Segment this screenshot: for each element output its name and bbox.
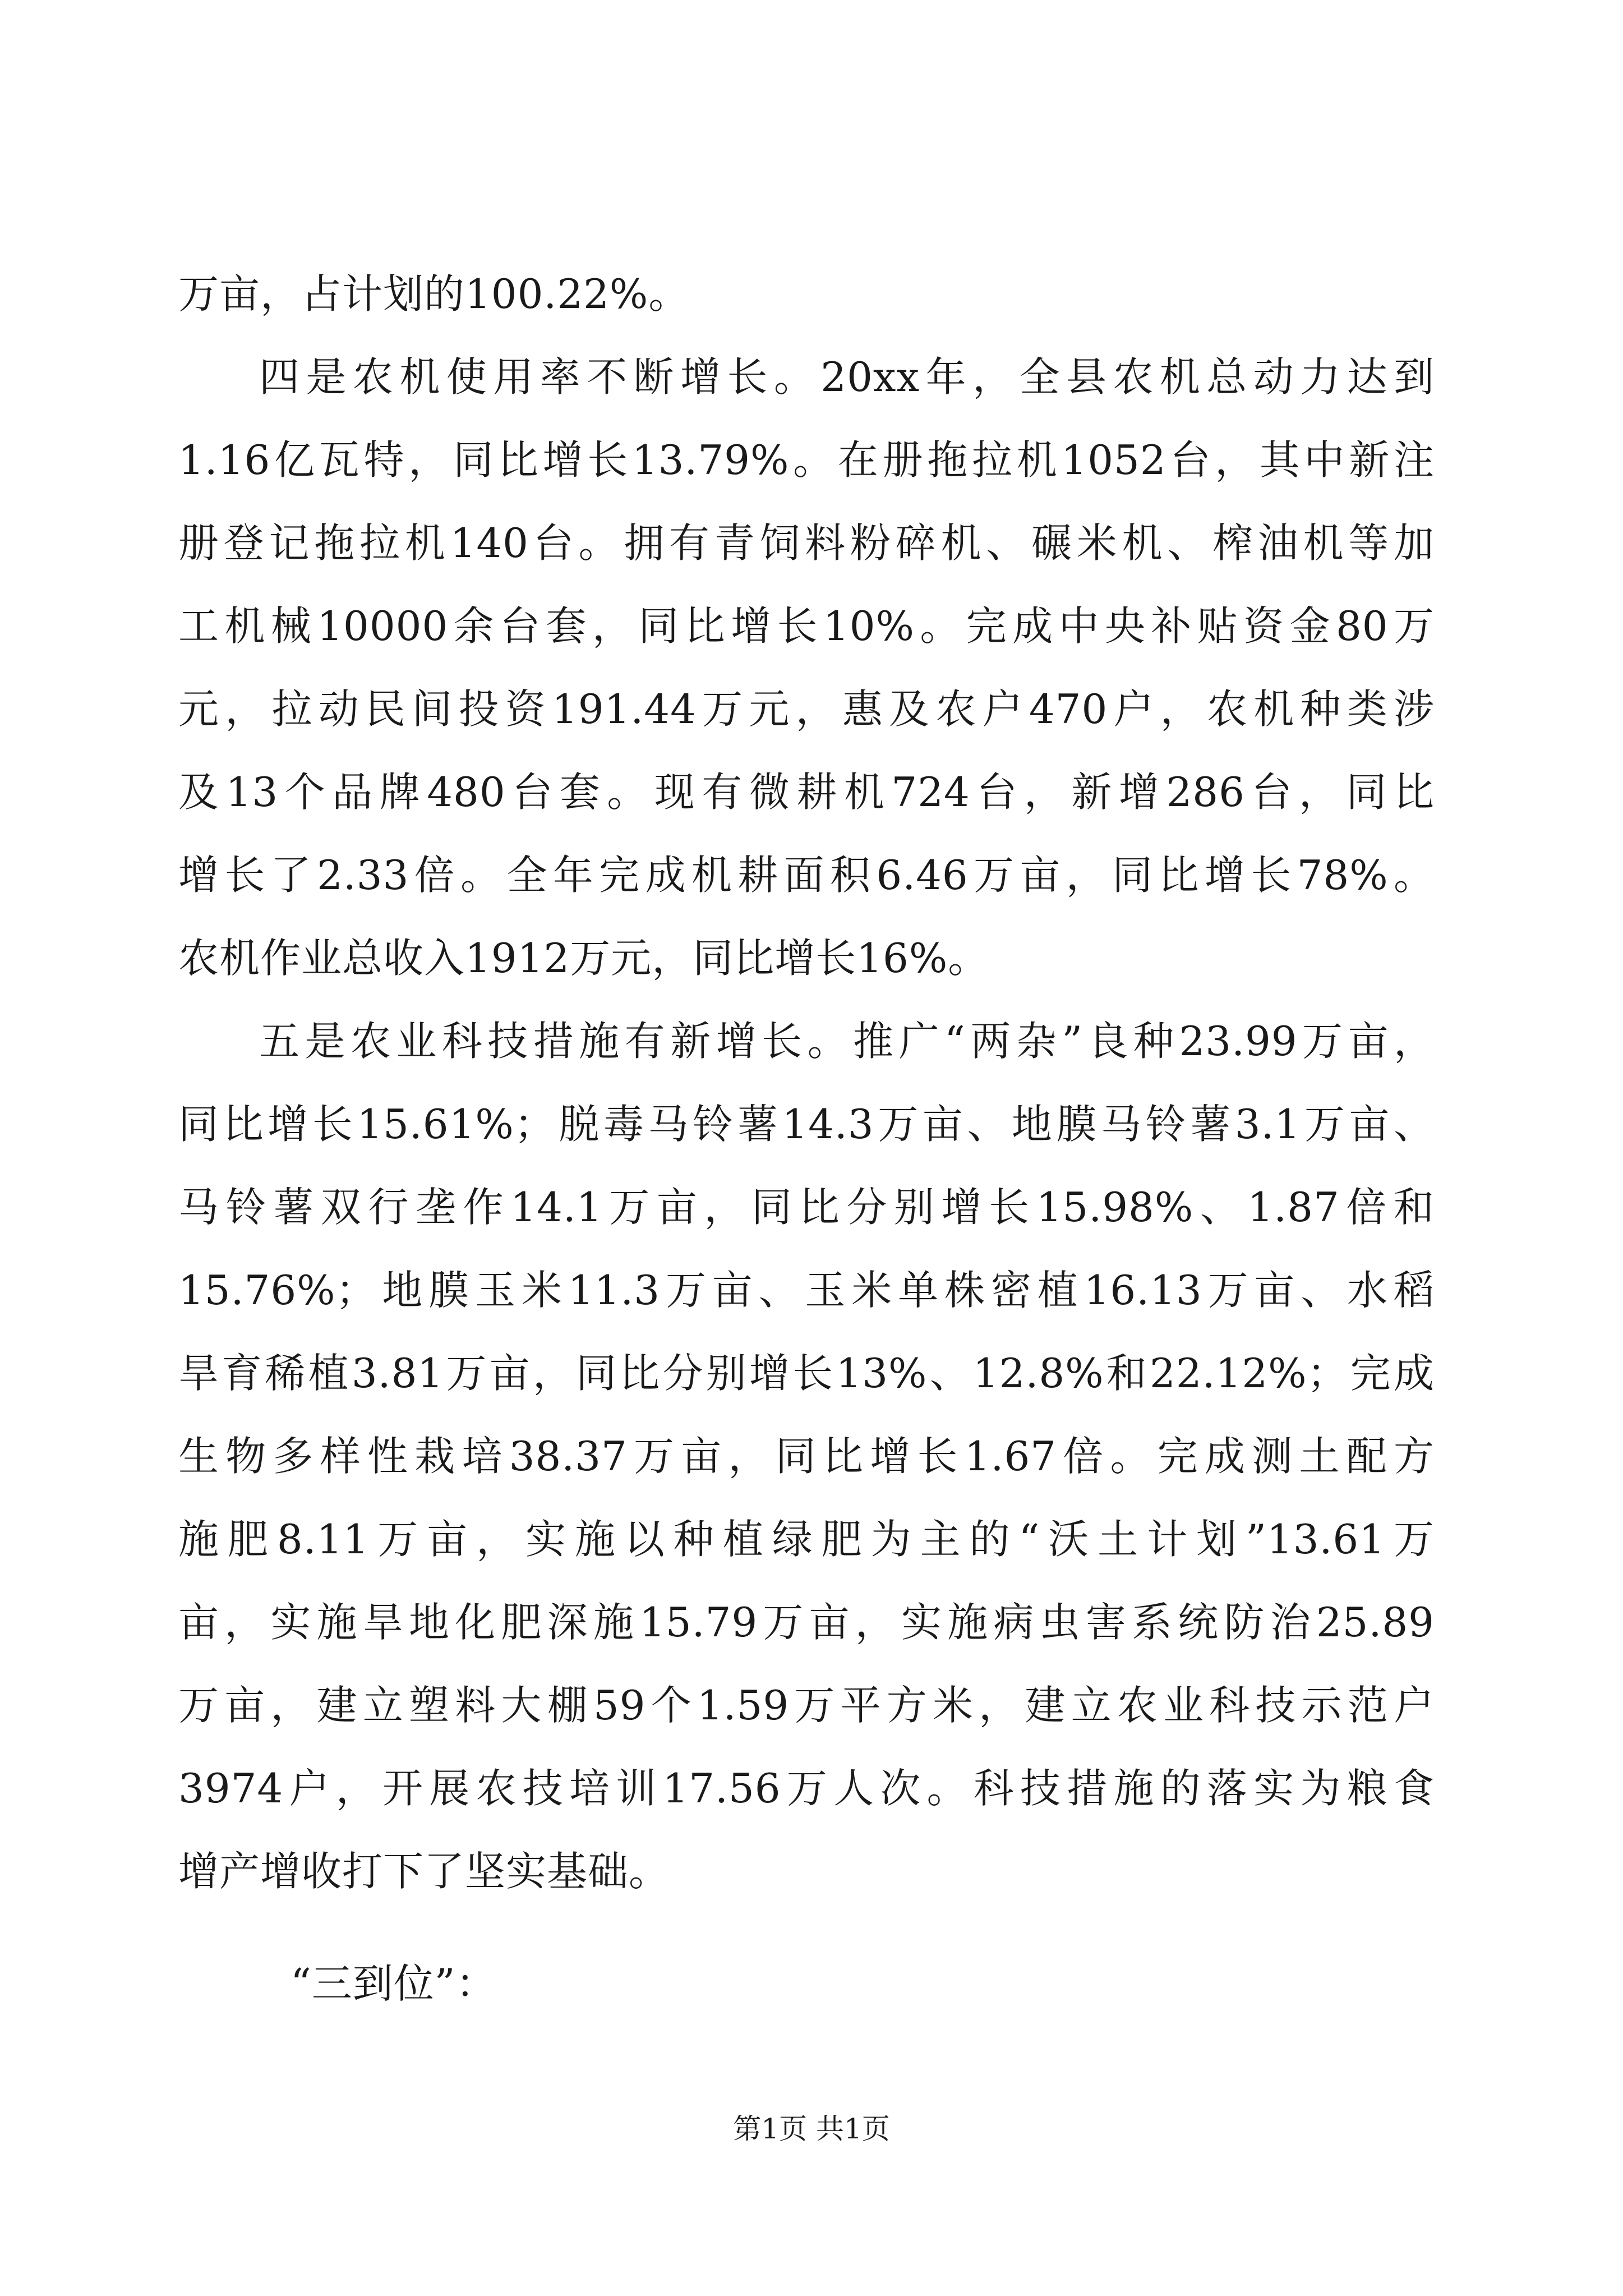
text-line: 亩，实施旱地化肥深施15.79万亩，实施病虫害系统防治25.89 (178, 1599, 1435, 1646)
text-line: 3974户，开展农技培训17.56万人次。科技措施的落实为粮食 (178, 1765, 1435, 1812)
text-line: 马铃薯双行垄作14.1万亩，同比分别增长15.98%、1.87倍和 (178, 1184, 1435, 1231)
text-line: 增长了2.33倍。全年完成机耕面积6.46万亩，同比增长78%。 (178, 852, 1435, 899)
text-line: 生物多样性栽培38.37万亩，同比增长1.67倍。完成测土配方 (178, 1433, 1435, 1480)
text-line: 及13个品牌480台套。现有微耕机724台，新增286台，同比 (178, 769, 1435, 816)
page-footer: 第1页 共1页 (733, 2113, 890, 2145)
text-line: 五是农业科技措施有新增长。推广“两杂”良种23.99万亩， (259, 1018, 1435, 1065)
text-line: 册登记拖拉机140台。拥有青饲料粉碎机、碾米机、榨油机等加 (178, 519, 1435, 567)
text-line: 1.16亿瓦特，同比增长13.79%。在册拖拉机1052台，其中新注 (178, 436, 1435, 484)
text-line: 施肥8.11万亩，实施以种植绿肥为主的“沃土计划”13.61万 (178, 1516, 1435, 1563)
text-line: 农机作业总收入1912万元，同比增长16%。 (178, 935, 989, 982)
text-line: 工机械10000余台套，同比增长10%。完成中央补贴资金80万 (178, 602, 1435, 650)
text-line: 万亩，占计划的100.22%。 (178, 270, 690, 318)
text-line: 元，拉动民间投资191.44万元，惠及农户470户，农机种类涉 (178, 685, 1435, 733)
text-line: 增产增收打下了坚实基础。 (178, 1848, 670, 1895)
document-body (178, 252, 1435, 2025)
text-line: 万亩，建立塑料大棚59个1.59万平方米，建立农业科技示范户 (178, 1682, 1435, 1729)
text-line: 四是农机使用率不断增长。20xx年，全县农机总动力达到 (259, 353, 1435, 401)
text-line: 旱育稀植3.81万亩，同比分别增长13%、12.8%和22.12%；完成 (178, 1350, 1435, 1397)
text-line: 同比增长15.61%；脱毒马铃薯14.3万亩、地膜马铃薯3.1万亩、 (178, 1101, 1435, 1148)
text-line: 15.76%；地膜玉米11.3万亩、玉米单株密植16.13万亩、水稻 (178, 1267, 1435, 1314)
section-heading: “三到位”： (291, 1960, 497, 2007)
